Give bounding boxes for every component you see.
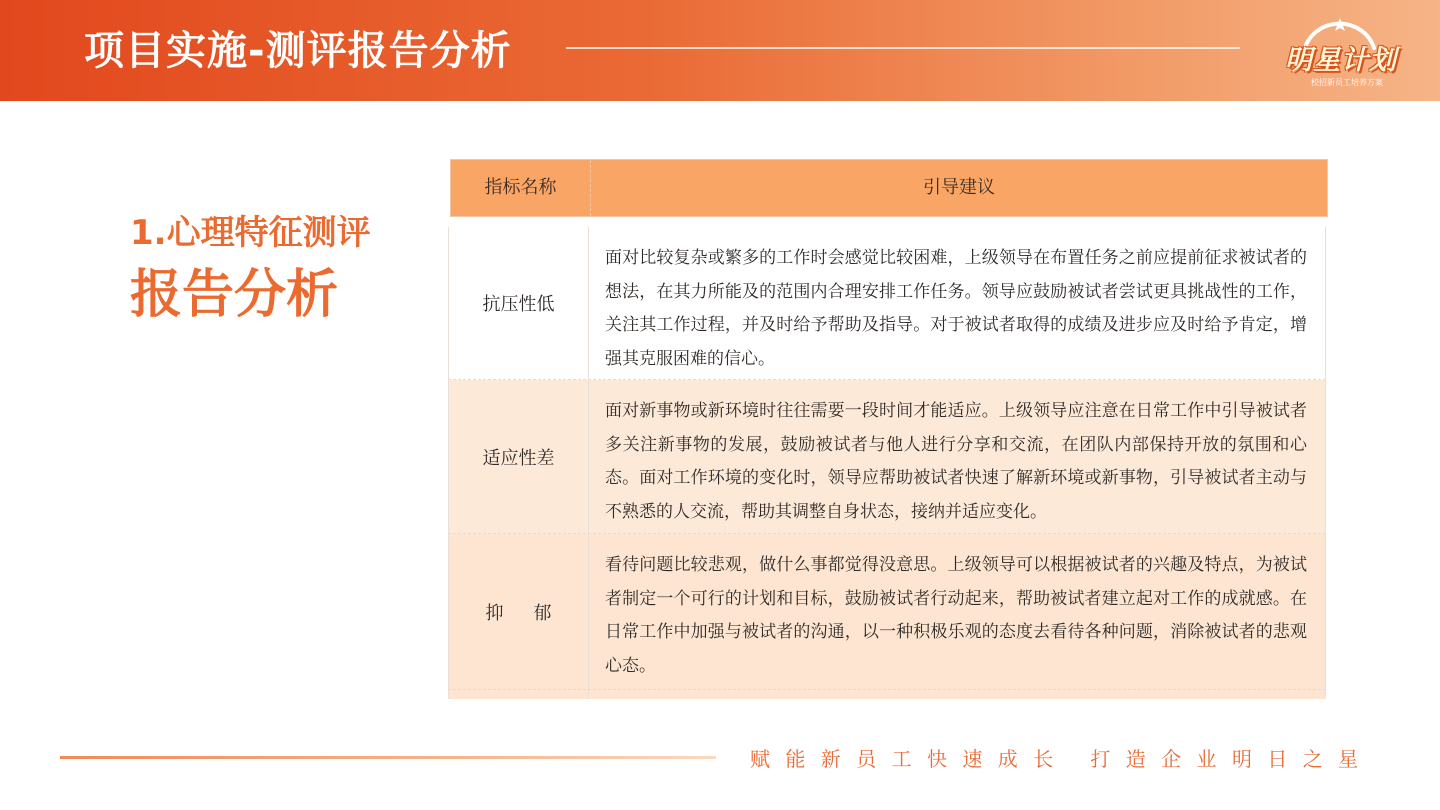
table-row-partial <box>448 690 1326 699</box>
guidance-text-empty <box>589 690 1325 699</box>
table-header-advice: 引导建议 <box>923 177 995 198</box>
indicator-name: 抑郁 <box>449 534 589 689</box>
footer-slogan: 赋能新员工快速成长 打造企业明日之星 <box>750 747 1374 771</box>
brand-logo <box>1274 12 1404 94</box>
header-divider <box>566 47 1240 49</box>
header-band <box>0 0 1440 101</box>
indicator-name: 抗压性低 <box>449 227 589 379</box>
table-row <box>448 227 1326 380</box>
guidance-text: 面对新事物或新环境时往往需要一段时间才能适应。上级领导应注意在日常工作中引导被试者多关注新事物的发展，鼓励被试者与他人进行分享和交流，在团队内部保持开放的氛围和心态。面对工作环境的变化时，领导应帮助被试者快速了解新环境或新事物，引导被试者主动与不熟悉的人交流，帮助其调整自身状态，接纳并适应变化。 <box>605 401 1307 522</box>
indicator-name-empty <box>449 690 589 699</box>
table-header-row <box>450 159 1328 217</box>
logo-subtitle: 校招新员工培养方案 <box>1311 78 1383 87</box>
section-heading-line1: 1.心理特征测评 <box>130 213 371 253</box>
page-title: 项目实施-测评报告分析 <box>84 28 512 74</box>
guidance-text: 看待问题比较悲观，做什么事都觉得没意思。上级领导可以根据被试者的兴趣及特点，为被试者制定一个可行的计划和目标，鼓励被试者行动起来，帮助被试者建立起对工作的成就感。在日常工作中加强与被试者的沟通，以一种积极乐观的态度去看待各种问题，消除被试者的悲观心态。 <box>605 555 1307 676</box>
guidance-text: 面对比较复杂或繁多的工作时会感觉比较困难，上级领导在布置任务之前应提前征求被试者的想法，在其力所能及的范围内合理安排工作任务。领导应鼓励被试者尝试更具挑战性的工作，关注其工作过程，并及时给予帮助及指导。对于被试者取得的成绩及进步应及时给予肯定，增强其克服困难的信心。 <box>605 248 1307 369</box>
section-heading-line2: 报告分析 <box>130 265 339 325</box>
indicator-name: 适应性差 <box>449 380 589 533</box>
footer-divider <box>60 756 716 759</box>
table-header-indicator: 指标名称 <box>451 160 591 216</box>
table-row <box>448 380 1326 534</box>
logo-wordmark: 明星计划 <box>1285 45 1397 76</box>
section-heading <box>130 210 371 330</box>
guidance-table <box>448 159 1328 699</box>
table-row <box>448 534 1326 690</box>
